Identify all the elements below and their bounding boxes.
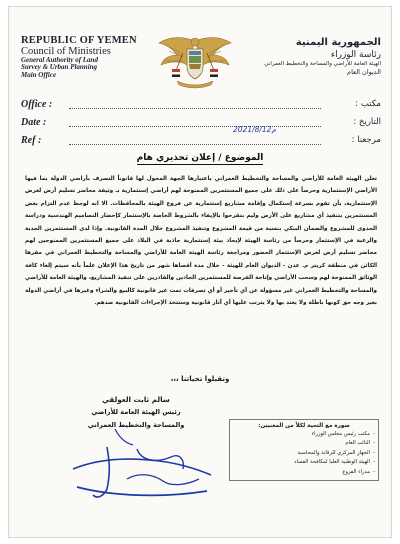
ref-arabic-label: مرجعنا :	[351, 135, 381, 145]
republic-label: REPUBLIC OF YEMEN	[21, 35, 137, 46]
signatory-title-line1: رئيس الهيئة العامة للأراضي	[91, 408, 181, 416]
subject-heading	[9, 153, 391, 163]
council-label: Council of Ministries	[21, 46, 111, 58]
ref-field	[21, 135, 381, 149]
date-dotted-line	[69, 126, 321, 127]
cc-title: صورة مع التحية لكلاً من المعنيين:	[258, 423, 350, 429]
presidency-arabic-label: رئاسة الوزراء	[330, 49, 381, 60]
survey-label: Survey & Urban Planning	[21, 63, 98, 72]
carbon-copy-box	[229, 419, 379, 481]
date-arabic-label: التاريخ :	[353, 117, 381, 127]
office-arabic-label: مكتب :	[355, 99, 381, 109]
office-field	[21, 99, 381, 113]
closing-greeting: وتقبلوا تحياتنا ،،،	[170, 375, 230, 383]
republic-arabic-label: الجمهورية اليمنية	[295, 37, 381, 48]
signatory-name: سالم ثابت العولقي	[102, 395, 170, 404]
cc-item: - الهيئة الوطنية العليا لمكافحة الفساد	[234, 458, 374, 467]
cc-item: - مكتب رئيس مجلس الوزراء	[234, 430, 374, 439]
office-dotted-line	[69, 108, 321, 109]
main-office-arabic-label: الديوان العام	[347, 67, 381, 76]
subject-text: الموضوع / إعلان تحذيري هام	[136, 153, 264, 163]
document-sheet	[8, 6, 392, 538]
authority-arabic-label: الهيئة العامة للأراضي والمساحة والتخطيط العمراني	[264, 60, 381, 67]
authority-label: General Authority of Land	[21, 56, 98, 65]
office-label: Office :	[21, 99, 53, 110]
cc-item: - مدراء الفروع	[234, 468, 374, 477]
handwritten-signature-icon	[67, 399, 217, 509]
signatory-title-line2: والمساحة والتخطيط العمراني	[87, 421, 185, 429]
cc-item: - الجهاز المركزي للرقابة والمحاسبة	[234, 449, 374, 458]
announcement-body: تعلن الهيئة العامة للأراضي والمساحة والتخطيط العمراني باعتبارها الجهة المخول لها قانوناً التصرف بأراضي الدولة بما فيها الأراضي الإستثمارية وحرصاً على ذلك على جميع المستثمرين الممنوحة لهم أراضي إستثمارية بـ وثيقة محاضر تسليم أرض لغرض الإستثمارية، بأن تقوم بسرعة إستكمال وإقامة مشاريع إستثمارية عن فروع الهيئة بالمحافظات. الا انه لوحظ عدم التزام بعض المستثمرين بتنفيذ أي مشاريع على الأرض وليم بتقرحوا بالإيفاء بالشروط الخاصة بالإستثمار كإحضار التصاميم الهندسية ودراسة الجدوى للمشروع والضمان البنكي بنسبة من قيمة المشروع وتنفيذ المشروع خلال المدة القانونية. وإذا لدى المستثمرين الجدية والرغبة في الإستثمار وحرصاً من رئاسة الهيئة لإيجاد بيئة إستثمارية جاذبة في البلاد على جميع المستثمرين الممنوحين لهم محاضر تسليم أرض لغرض الإستثمار الحضور ومراجعة رئاسة الهيئة العامة للأراضي والمساحة والتخطيط العمراني في مقرها الكائن في منطقة كريتر م. عدن - الديوان العام للهيئة - خلال مدة أقصاها شهر من تاريخ هذا الإعلان علماً بأنه سيتم إلغاء كافة الوثائق الممنوحة لهم وسحب الأراضي وإتاحة الفرصة للمستثمرين الجادين والقادرين على تنفيذ المشاريع، والهيئة العامة للأراضي والمساحة والتخطيط العمراني غير مسؤولة عن أي تأخير أو أي تصرفات تمت غير قانونية كالبيع والشراء وغيرها في أراضي الدولة بغير وجه حق كونها باطلة ولا يعتد بها ولا يترتب عليها أي آثار قانونية وستتخذ الإجراءات القانونية ضدهم.	[25, 176, 377, 307]
ref-label: Ref :	[21, 135, 42, 146]
arabic-letterhead	[231, 37, 381, 76]
english-letterhead	[21, 35, 151, 79]
ref-dotted-line	[69, 144, 321, 145]
main-office-label: Main Office	[21, 70, 57, 79]
date-field	[21, 117, 381, 131]
yemen-eagle-emblem-icon	[155, 33, 235, 91]
cc-item: - النائب العام	[234, 439, 374, 448]
date-label: Date :	[21, 117, 47, 128]
date-value: 2021/8/12م	[233, 125, 277, 134]
